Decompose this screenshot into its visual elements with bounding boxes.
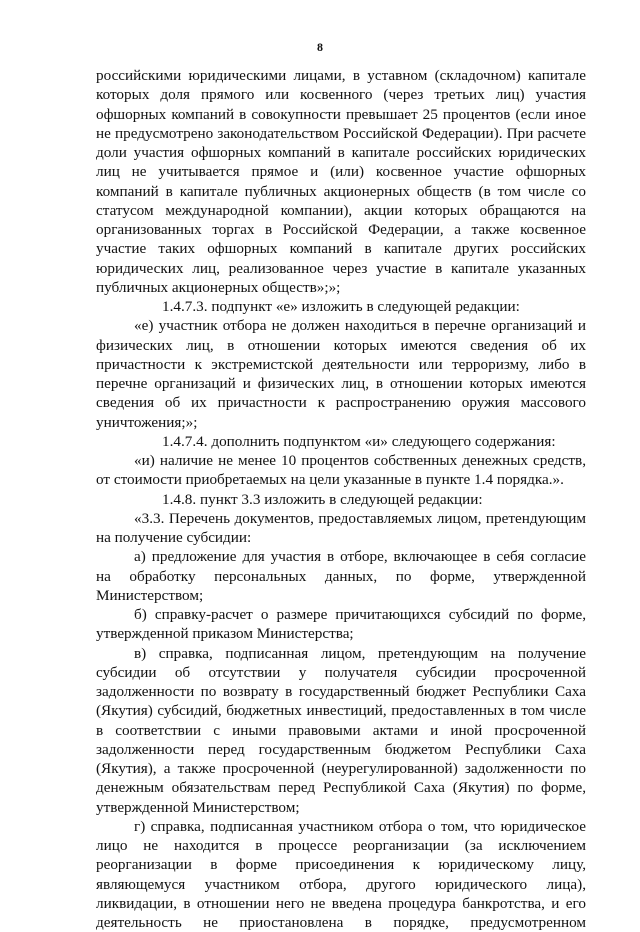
text-line: статусом международной компании), акции которых обращаются на	[96, 201, 586, 219]
text-line: задолженности по возврату в государственный бюджет Республики Саха	[96, 683, 586, 700]
text-line: в) справка, подписанная лицом, претендующим на получение	[134, 644, 586, 662]
text-line: а) предложение для участия в отборе, включающее в себя согласие	[134, 548, 586, 566]
text-line: денежным обязательствам перед Республикой Саха (Якутия) по форме,	[96, 779, 586, 797]
text-line: публичных акционерных обществ»;»;	[96, 278, 341, 296]
text-line: причастности к экстремистской деятельности или терроризму, либо в	[96, 355, 586, 373]
text-line: физических лиц, в отношении которых имеются сведения об их	[96, 336, 586, 354]
text-line: 1.4.7.3. подпункт «е» изложить в следующей редакции:	[162, 298, 520, 315]
text-line: от стоимости приобретаемых на цели указанные в пункте 1.4 порядка.».	[96, 471, 564, 489]
text-line: г) справка, подписанная участником отбора о том, что юридическое	[134, 817, 586, 835]
text-line: на обработку персональных данных, по форме, утвержденной	[96, 567, 586, 585]
text-line: не предусмотрено законодательством Российской Федерации). При расчете	[96, 124, 586, 142]
text-line: б) справку-расчет о размере причитающихся субсидий по форме,	[134, 606, 586, 623]
text-line: «и) наличие не менее 10 процентов собственных денежных средств,	[134, 452, 586, 469]
text-line: лиц не учитывается прямое и (или) косвенное участие офшорных	[96, 163, 586, 181]
text-line: 1.4.7.4. дополнить подпунктом «и» следующего содержания:	[162, 432, 556, 450]
text-line: участие таких офшорных компаний в капитале других российских	[96, 240, 586, 258]
text-line: лицо не находится в процессе реорганизации (за исключением	[96, 837, 586, 854]
text-line: являющемуся участником отбора, другого юридического лица),	[96, 875, 586, 893]
text-line: утвержденной Министерством;	[96, 798, 300, 816]
text-line: «е) участник отбора не должен находиться в перечне организаций и	[134, 317, 586, 335]
text-line: Министерством;	[96, 586, 204, 604]
text-line: российскими юридическими лицами, в уставном (складочном) капитале	[96, 67, 586, 84]
text-line: 1.4.8. пункт 3.3 изложить в следующей редакции:	[162, 490, 483, 508]
text-line: организованных торгах в Российской Федерации, а также косвенное	[96, 221, 586, 238]
text-line: компаний в капитале публичных акционерных обществ (в том числе со	[96, 182, 586, 200]
text-line: в соответствии с иными правовыми актами и иной просроченной	[96, 721, 586, 739]
text-line: юридических лиц, реализованное через участие в капитале указанных	[96, 259, 586, 277]
text-line: офшорных компаний в совокупности превышает 25 процентов (если иное	[96, 105, 586, 123]
text-line: утвержденной приказом Министерства;	[96, 625, 354, 643]
text-line: реорганизации в форме присоединения к юридическому лицу,	[96, 856, 586, 874]
text-line: деятельность не приостановлена в порядке, предусмотренном	[96, 914, 586, 931]
text-line: которых доля прямого или косвенного (через третьих лиц) участия	[96, 86, 586, 104]
text-line: субсидии об отсутствии у получателя субсидии просроченной	[96, 663, 586, 681]
text-line: (Якутия) субсидий, бюджетных инвестиций, предоставленных в том числе	[96, 702, 586, 720]
text-line: доли участия офшорных компаний в капитале российских юридических	[96, 144, 586, 161]
text-line: (Якутия), а также просроченной (неурегулированной) задолженности по	[96, 760, 586, 777]
text-line: перечне организаций и физических лиц, в отношении которых имеются	[96, 375, 586, 392]
page-number: 8	[317, 40, 323, 54]
text-line: ликвидации, в отношении него не введена процедура банкротства, и его	[96, 894, 586, 912]
text-line: уничтожения;»;	[96, 413, 198, 431]
text-line: на получение субсидии:	[96, 529, 252, 546]
text-line: задолженности перед государственным бюджетом Республики Саха	[96, 740, 586, 758]
text-line: сведения об их причастности к распространению оружия массового	[96, 394, 586, 412]
document-body	[96, 66, 586, 932]
text-line: «3.3. Перечень документов, предоставляемых лицом, претендующим	[134, 509, 586, 527]
